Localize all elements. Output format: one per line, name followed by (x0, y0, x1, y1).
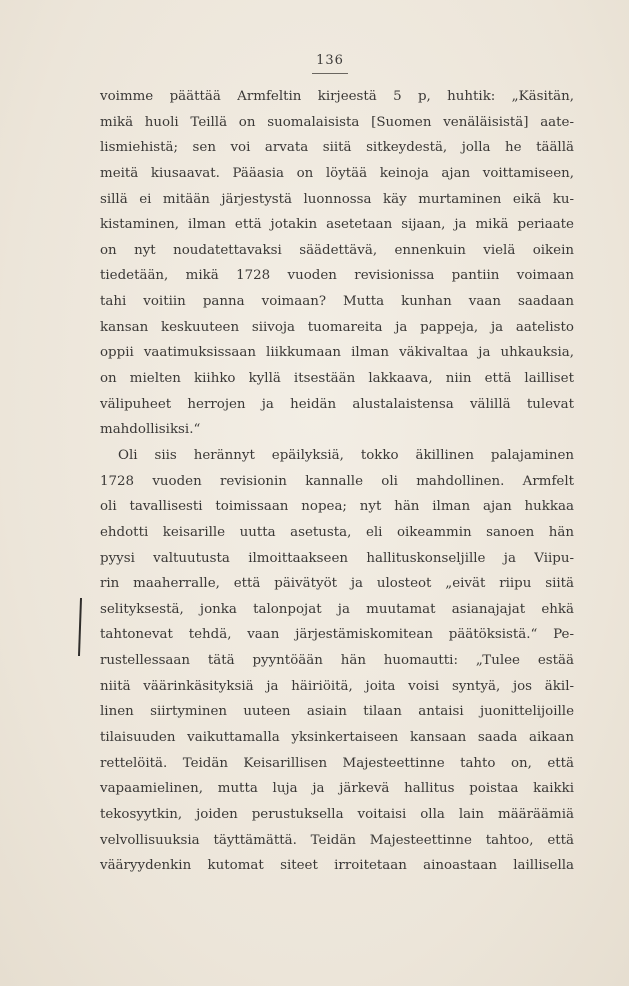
page-number-rule (312, 73, 348, 74)
text-line: tahi voitiin panna voimaan? Mutta kunhan vaan saadaan (100, 294, 574, 310)
text-line: rin maaherralle, että päivätyöt ja ulosteot „eivät riipu siitä (100, 576, 574, 592)
text-line: selityksestä, jonka talonpojat ja muutamat asianajajat ehkä (100, 601, 574, 617)
text-line: on mielten kiihko kyllä itsestään lakkaava, niin että lailliset (100, 371, 574, 387)
text-line: Oli siis herännyt epäilyksiä, tokko äkillinen palajaminen (118, 447, 574, 463)
text-line: linen siirtyminen uuteen asiain tilaan antaisi juonittelijoille (100, 704, 574, 720)
text-line: rustellessaan tätä pyyntöään hän huomautti: „Tulee estää (100, 653, 574, 669)
text-line: kistaminen, ilman että jotakin asetetaan sijaan, ja mikä periaate (100, 217, 574, 233)
text-line: 1728 vuoden revisionin kannalle oli mahdollinen. Armfelt (100, 473, 574, 489)
margin-pencil-mark (78, 598, 82, 656)
text-line: sillä ei mitään järjestystä luonnossa käy murtaminen eikä ku- (100, 191, 574, 207)
text-line: mikä huoli Teillä on suomalaisista [Suomen venäläisistä] aate- (100, 114, 574, 130)
text-line: tiedetään, mikä 1728 vuoden revisionissa pantiin voimaan (100, 268, 574, 284)
text-line: oli tavallisesti toimissaan nopea; nyt hän ilman ajan hukkaa (100, 499, 574, 515)
text-line: ehdotti keisarille uutta asetusta, eli oikeammin sanoen hän (100, 524, 574, 540)
text-line: vääryydenkin kutomat siteet irroitetaan ainoastaan laillisella (100, 858, 574, 874)
text-line: vapaamielinen, mutta luja ja järkevä hallitus poistaa kaikki (100, 781, 574, 797)
page-number: 136 (316, 53, 344, 68)
text-line: velvollisuuksia täyttämättä. Teidän Majesteettinne tahtoo, että (100, 832, 574, 848)
text-line: tahtonevat tehdä, vaan järjestämiskomitean päätöksistä.“ Pe- (100, 627, 574, 643)
text-line: lismiehistä; sen voi arvata siitä sitkeydestä, jolla he täällä (100, 140, 574, 156)
text-line: tekosyytkin, joiden perustuksella voitaisi olla lain määräämiä (100, 806, 574, 822)
text-line: voimme päättää Armfeltin kirjeestä 5 p, huhtik: „Käsitän, (100, 89, 574, 104)
text-line: kansan keskuuteen siivoja tuomareita ja pappeja, ja aatelisto (100, 319, 574, 335)
text-line: pyysi valtuutusta ilmoittaakseen hallituskonseljille ja Viipu- (100, 550, 574, 566)
body-text (100, 84, 574, 879)
text-line: välipuheet herrojen ja heidän alustalaistensa välillä tulevat (100, 396, 574, 412)
text-line: tilaisuuden vaikuttamalla yksinkertaiseen kansaan saada aikaan (100, 730, 574, 746)
text-line: niitä väärinkäsityksiä ja häiriöitä, joita voisi syntyä, jos äkil- (100, 678, 574, 694)
text-line: rettelöitä. Teidän Keisarillisen Majesteettinne tahto on, että (100, 755, 574, 771)
text-line: mahdollisiksi.“ (100, 422, 201, 438)
text-line: meitä kiusaavat. Pääasia on löytää keinoja ajan voittamiseen, (100, 165, 574, 181)
text-line: oppii vaatimuksissaan liikkumaan ilman väkivaltaa ja uhkauksia, (100, 345, 574, 361)
text-line: on nyt noudatettavaksi säädettävä, ennenkuin vielä oikein (100, 242, 574, 258)
